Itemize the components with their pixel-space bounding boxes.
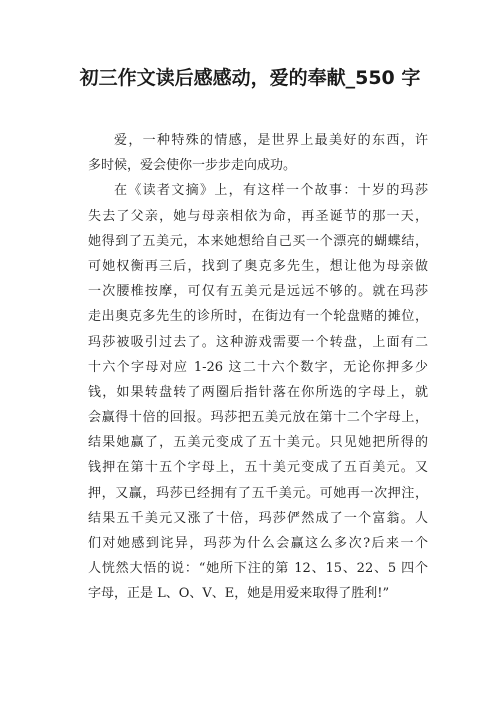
- body-line: 人恍然大悟的说：“她所下注的第 12、15、22、5 四个: [88, 561, 428, 577]
- body-line: 结果五千美元又涨了十倍，玛莎俨然成了一个富翁。人: [88, 510, 428, 526]
- body-line: 失去了父亲，她与母亲相依为命，再圣诞节的那一天，: [88, 208, 428, 224]
- document-body: [88, 128, 428, 607]
- body-line: 玛莎被吸引过去了。这种游戏需要一个转盘，上面有二: [88, 334, 428, 350]
- body-line: 们对她感到诧异，玛莎为什么会赢这么多次?后来一个: [88, 536, 428, 551]
- body-line: 钱押在第十五个字母上，五十美元变成了五百美元。又: [88, 460, 428, 476]
- body-line: 走出奥克多先生的诊所时，在街边有一个轮盘赌的摊位，: [88, 309, 428, 325]
- body-line: 爱，一种特殊的情感，是世界上最美好的东西，许: [114, 133, 428, 148]
- body-line: 十六个字母对应 1-26 这二十六个数字，无论你押多少: [88, 359, 428, 375]
- body-line: 多时候，爱会使你一步步走向成功。: [88, 158, 297, 174]
- body-line: 押，又赢，玛莎已经拥有了五千美元。可她再一次押注，: [88, 485, 428, 501]
- body-line: 会赢得十倍的回报。玛莎把五美元放在第十二个字母上，: [88, 410, 428, 426]
- body-line: 结果她赢了，五美元变成了五十美元。只见她把所得的: [88, 435, 428, 451]
- body-line: 可她权衡再三后，找到了奥克多先生，想让他为母亲做: [88, 258, 428, 274]
- body-line: 钱，如果转盘转了两圈后指针落在你所选的字母上，就: [88, 384, 428, 400]
- document-title: 初三作文读后感感动，爱的奉献_550 字: [79, 67, 421, 89]
- body-line: 她得到了五美元，本来她想给自己买一个漂亮的蝴蝶结，: [88, 233, 428, 249]
- body-line: 一次腰椎按摩，可仅有五美元是远远不够的。就在玛莎: [88, 284, 428, 300]
- body-line: 在《读者文摘》上，有这样一个故事：十岁的玛莎: [114, 183, 428, 199]
- body-line: 字母，正是 L、O、V、E，她是用爱来取得了胜利!”: [88, 586, 390, 602]
